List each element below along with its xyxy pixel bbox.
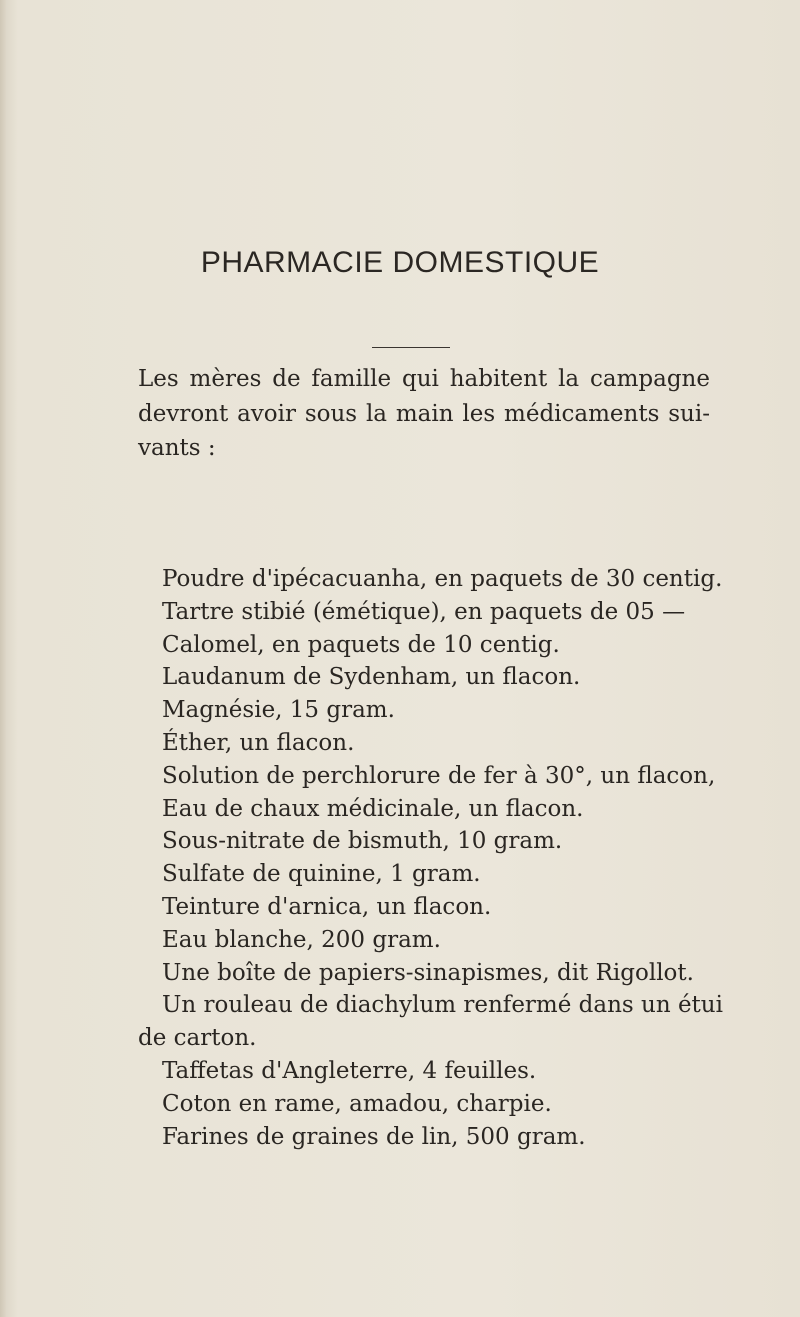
list-item: Laudanum de Sydenham, un flacon. [162,664,581,691]
list-item: Tartre stibié (émétique), en paquets de 05 — [162,598,686,625]
medication-list [138,563,738,1153]
list-item: Calomel, en paquets de 10 centig. [162,631,560,658]
list-item: Teinture d'arnica, un flacon. [162,893,492,920]
list-item: Éther, un flacon. [162,729,355,756]
list-item: Une boîte de papiers-sinapismes, dit Rigollot. [162,959,694,986]
list-item: Sous-nitrate de bismuth, 10 gram. [162,828,563,855]
list-item: Un rouleau de diachylum renfermé dans un étui [162,992,723,1019]
title-divider [372,347,450,348]
intro-paragraph [138,362,710,466]
list-item: Solution de perchlorure de fer à 30°, un flacon, [162,762,716,789]
page-title: PHARMACIE DOMESTIQUE [200,246,600,279]
list-item: Magnésie, 15 gram. [162,697,395,724]
intro-line: devront avoir sous la main les médicaments sui- [138,400,710,427]
page-binding-edge [0,0,6,1317]
list-item: Farines de graines de lin, 500 gram. [162,1123,586,1150]
list-item: Coton en rame, amadou, charpie. [162,1090,552,1117]
list-item: Taffetas d'Angleterre, 4 feuilles. [162,1057,537,1084]
intro-line: vants : [138,435,216,461]
list-item: Eau blanche, 200 gram. [162,926,441,953]
list-item: Eau de chaux médicinale, un flacon. [162,795,584,822]
list-item: Poudre d'ipécacuanha, en paquets de 30 centig. [162,566,723,592]
intro-line: Les mères de famille qui habitent la campagne [138,366,710,392]
list-item: Sulfate de quinine, 1 gram. [162,861,481,888]
list-item-continuation: de carton. [138,1025,257,1052]
